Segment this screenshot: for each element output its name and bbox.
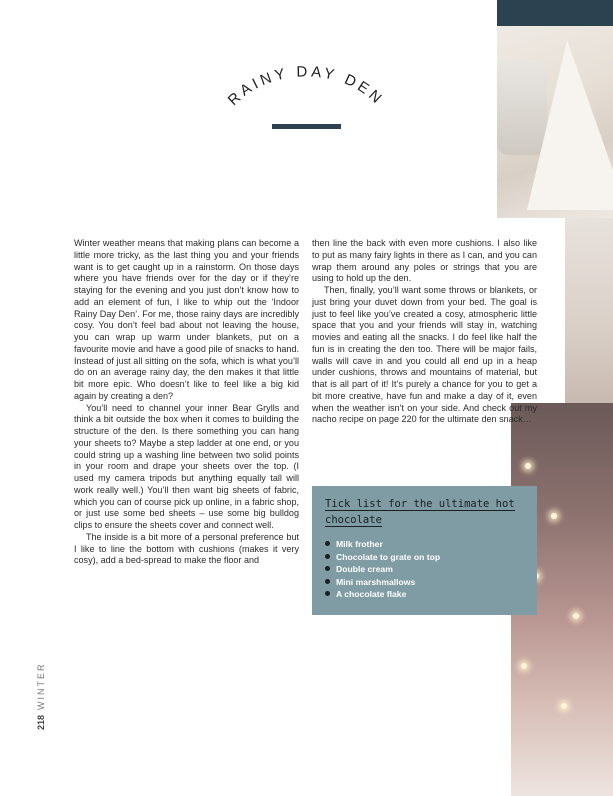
section-label: WINTER: [36, 662, 46, 710]
tick-list-box: [312, 486, 537, 615]
list-item: Double cream: [325, 563, 440, 576]
title-underline: [272, 124, 341, 129]
bullet-icon: [325, 566, 330, 571]
page-title-text: RAINY DAY DEN: [224, 63, 388, 109]
list-item: Milk frother: [325, 538, 440, 551]
page-folio: [36, 662, 46, 730]
bullet-icon: [325, 579, 330, 584]
list-item: A chocolate flake: [325, 588, 440, 601]
fairy-light: [525, 463, 531, 469]
fairy-light: [561, 703, 567, 709]
bullet-icon: [325, 554, 330, 559]
tick-list: [325, 538, 440, 601]
article-right-column: [312, 238, 537, 426]
paragraph: Winter weather means that making plans can become a little more tricky, as the last thing you and your friends want is to get caught up in a rainstorm. On those days where you have friends over for the day or if they’re staying for the evening and you just don’t know how to add an element of fun, I like to whip out the ‘Indoor Rainy Day Den’. For me, those rainy days are incredibly cosy. You don’t feel bad about not leaving the house, you can wrap up warm under blankets, put on a favourite movie and have a good pile of snacks to hand. Instead of just all sitting on the sofa, which is what you’ll do on an average rainy day, the den makes it that little bit more epic. Who doesn’t like to feel like a big kid again by creating a den?: [74, 238, 299, 401]
den-photo-top: [497, 0, 613, 218]
fairy-light: [521, 663, 527, 669]
tent-shape: [527, 40, 613, 210]
bullet-icon: [325, 541, 330, 546]
paragraph: The inside is a bit more of a personal preference but I like to line the bottom with cushions (makes it very cosy), add a bed-spread to make the floor and: [74, 531, 299, 566]
list-item: Chocolate to grate on top: [325, 551, 440, 564]
list-item: Mini marshmallows: [325, 576, 440, 589]
bullet-icon: [325, 591, 330, 596]
tick-list-title: Tick list for the ultimate hot chocolate: [325, 498, 515, 526]
fairy-light: [551, 513, 557, 519]
den-photo-middle: [565, 218, 613, 403]
paragraph: then line the back with even more cushions. I also like to put as many fairy lights in there as I can, and you can wrap them around any poles or strings that you are using to hold up the den.: [312, 238, 537, 284]
paragraph: Then, finally, you’ll want some throws or blankets, or just bring your duvet down from your bed. The goal is just to feel like you’ve created a cosy, atmospheric little space that you and your friends will stay in, watching movies and eating all the snacks. I do feel like half the fun is in creating the den too. There will be major fails, walls will cave in and you could all end up in a heap under cushions, throws and mountains of material, but that is all part of it! It’s purely a chance for you to get a bit more creative, have fun and make a day of it, even when the weather isn’t on your side. And check out my nacho recipe on page 220 for the ultimate den snack…: [312, 285, 537, 425]
photo-banner: [497, 0, 613, 26]
paragraph: You’ll need to channel your inner Bear Grylls and think a bit outside the box when it comes to building the structure of the den. Is there something you can hang your sheets to? Maybe a step ladder at one end, or you could string up a washing line between two solid points in your room and drape your sheets over the top. (I used my camera tripods but anything equally tall will work really well.) You’ll then want big sheets of fabric, which you can of course pick up online, in a fabric shop, or just use some bed sheets – use some big bulldog clips to ensure the sheets cover and connect well.: [74, 402, 299, 530]
svg-text:RAINY DAY DEN: [225, 63, 388, 109]
page-number: 218: [36, 714, 46, 730]
article-left-column: [74, 238, 299, 567]
fairy-light: [573, 613, 579, 619]
